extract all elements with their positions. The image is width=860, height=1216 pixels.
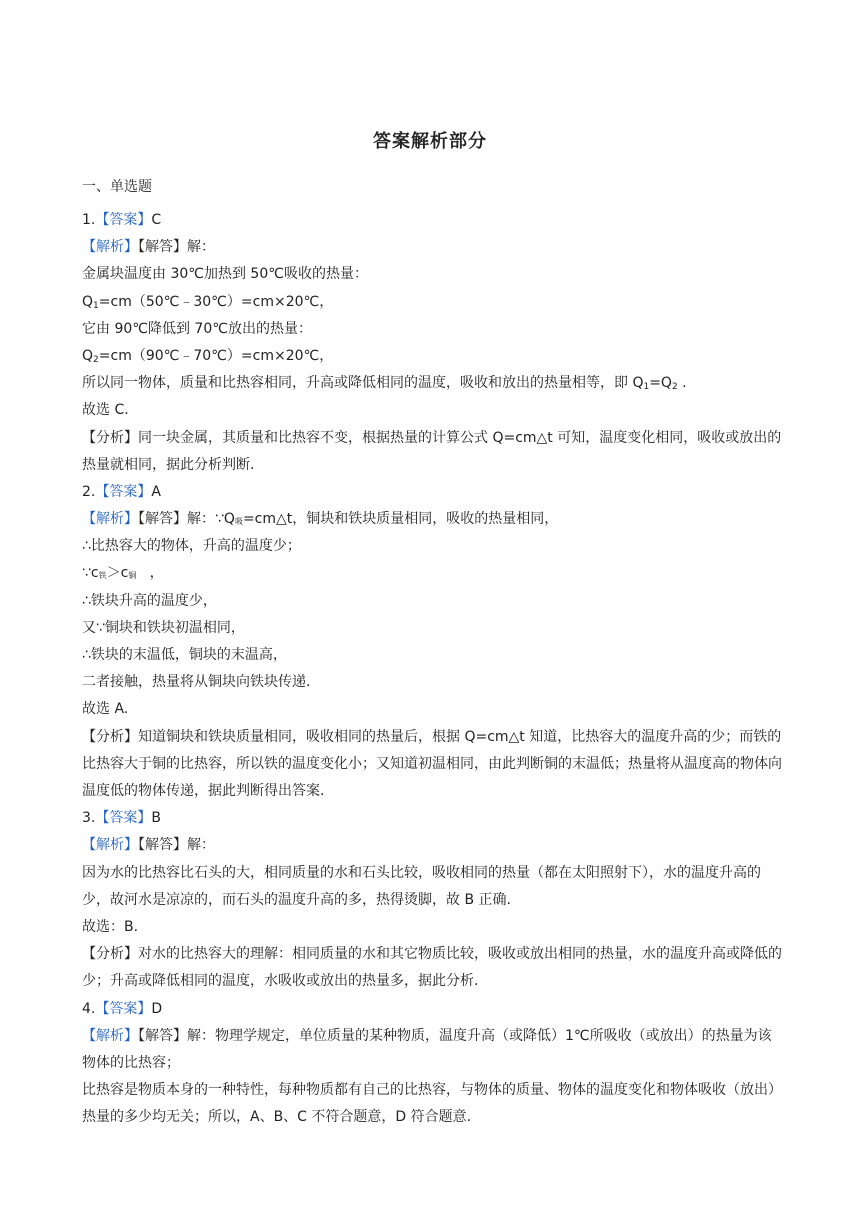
q2-line-4: 又∵铜块和铁块初温相同，: [82, 619, 245, 636]
q2-l2-sub1: 铁: [98, 571, 107, 581]
q1-l2-q: Q: [82, 293, 94, 310]
q1-answer-tag: 【答案】: [95, 212, 152, 228]
q4-solve: 【解答】解：物理学规定，单位质量的某种物质，温度升高（或降低）1℃所吸收（或放出）的热量为该物体的比热容；: [82, 1027, 772, 1071]
q2-fenxi-text: 知道铜块和铁块质量相同，吸收相同的热量后，根据 Q=cm△t 知道，比热容大的温度升高的少；而铁的比热容大于铜的比热容，所以铁的温度变化小；又知道初温相同，由此判断铜的末温低；热量将从温度高的物体向温度低的物体传递，据此判断得出答案.: [82, 728, 782, 799]
q1-l5-text: 所以同一物体，质量和比热容相同，升高或降低相同的温度，吸收和放出的热量相等，即 Q: [82, 375, 644, 392]
q3-fenxi-tag: 【分析】: [82, 946, 138, 963]
q2-line-3: ∴铁块升高的温度少，: [82, 592, 217, 609]
q1-line-5: [82, 370, 782, 397]
answer-body: [82, 207, 782, 1132]
q2-line-5: ∴铁块的末温低，铜块的末温高，: [82, 647, 287, 664]
q4-analysis: [82, 1023, 782, 1077]
q2-l2-c2: ＞c: [106, 565, 129, 582]
q1-fenxi-text: 同一块金属，其质量和比热容不变，根据热量的计算公式 Q=cm△t 可知，温度变化相同，吸收或放出的热量就相同，据此分析判断.: [82, 429, 782, 473]
q1-fenxi: [82, 425, 782, 479]
q1-l5-sub2: 2: [671, 382, 678, 393]
q1-l5-end: .: [677, 375, 687, 392]
q1-fenxi-tag: 【分析】: [82, 429, 138, 446]
q2-line-1: ∴比热容大的物体，升高的温度少；: [82, 538, 301, 555]
q3-line-1: 因为水的比热容比石头的大，相同质量的水和石头比较，吸收相同的热量（都在太阳照射下），水的温度升高的少，故河水是凉凉的，而石头的温度升高的多，热得烫脚，故 B 正确.: [82, 864, 761, 908]
q3-answer: B: [151, 810, 161, 827]
q2-analysis-tag: 【解析】: [82, 511, 138, 528]
q2-solve-b: =cm△t，铜块和铁块质量相同，吸收的热量相同，: [242, 511, 559, 528]
q3-line-2: 故选：B.: [82, 918, 139, 935]
section-heading: 一、单选题: [82, 179, 152, 195]
q4-number: 4.: [82, 1000, 96, 1017]
q4-line-1: 比热容是物质本身的一种特性，每种物质都有自己的比热容，与物体的质量、物体的温度变化和物体吸收（放出）热量的多少均无关；所以，A、B、C 不符合题意，D 符合题意.: [82, 1082, 782, 1126]
q1-l5-eq: =Q: [649, 375, 672, 392]
q2-answer-tag: 【答案】: [95, 483, 152, 500]
q1-l2-formula: =cm（50℃﹣30℃）=cm×20℃，: [98, 293, 334, 310]
q2-answer-line: [82, 479, 782, 506]
q2-fenxi-tag: 【分析】: [82, 728, 138, 745]
q2-solve-sub: 吸: [234, 517, 243, 527]
q1-line-1: 金属块温度由 30℃加热到 50℃吸收的热量：: [82, 266, 368, 283]
q1-answer-line: [82, 207, 782, 234]
q2-l2-end: ，: [136, 565, 164, 582]
q2-number: 2.: [82, 483, 96, 500]
q3-answer-line: [82, 805, 782, 832]
q4-answer-line: [82, 996, 782, 1023]
q1-l2-sub: 1: [93, 300, 99, 311]
q1-analysis-tag: 【解析】: [82, 239, 138, 256]
q3-analysis-line: [82, 832, 782, 859]
q1-l4-formula: =cm（90℃﹣70℃）=cm×20℃，: [98, 347, 334, 364]
q1-analysis-line: [82, 234, 782, 261]
q3-fenxi-text: 对水的比热容大的理解：相同质量的水和其它物质比较，吸收或放出相同的热量，水的温度升高或降低的少；升高或降低相同的温度，水吸收或放出的热量多，据此分析.: [82, 946, 782, 990]
q1-solve-intro: 【解答】解：: [138, 239, 215, 256]
q4-analysis-tag: 【解析】: [82, 1027, 138, 1044]
q1-l5-sub1: 1: [643, 382, 650, 393]
q2-solve-a: 【解答】解：∵Q: [138, 511, 235, 528]
q3-fenxi: [82, 941, 782, 995]
q3-solve-intro: 【解答】解：: [138, 837, 215, 854]
q1-answer: C: [151, 212, 162, 228]
q2-l2-sub2: 铜: [128, 571, 137, 581]
q2-analysis-line: [82, 506, 782, 533]
q1-l4-sub: 2: [93, 354, 99, 365]
q1-line-2: [82, 289, 782, 316]
q2-l2-c1: ∵c: [82, 565, 99, 582]
q2-line-7: 故选 A.: [82, 701, 129, 718]
q2-line-6: 二者接触，热量将从铜块向铁块传递.: [82, 674, 311, 691]
q1-line-3: 它由 90℃降低到 70℃放出的热量：: [82, 320, 312, 337]
q2-line-2: [82, 560, 782, 587]
q3-answer-tag: 【答案】: [95, 810, 152, 827]
q1-l4-q: Q: [82, 347, 94, 364]
q2-answer: A: [151, 483, 161, 500]
q3-number: 3.: [82, 810, 96, 827]
page-title: 答案解析部分: [373, 131, 487, 152]
q1-line-6: 故选 C.: [82, 402, 129, 419]
q4-answer-tag: 【答案】: [95, 1000, 152, 1017]
q3-analysis-tag: 【解析】: [82, 837, 138, 854]
q4-answer: D: [151, 1000, 163, 1017]
q2-fenxi: [82, 724, 782, 806]
q1-line-4: [82, 343, 782, 370]
q1-number: 1.: [82, 212, 96, 228]
